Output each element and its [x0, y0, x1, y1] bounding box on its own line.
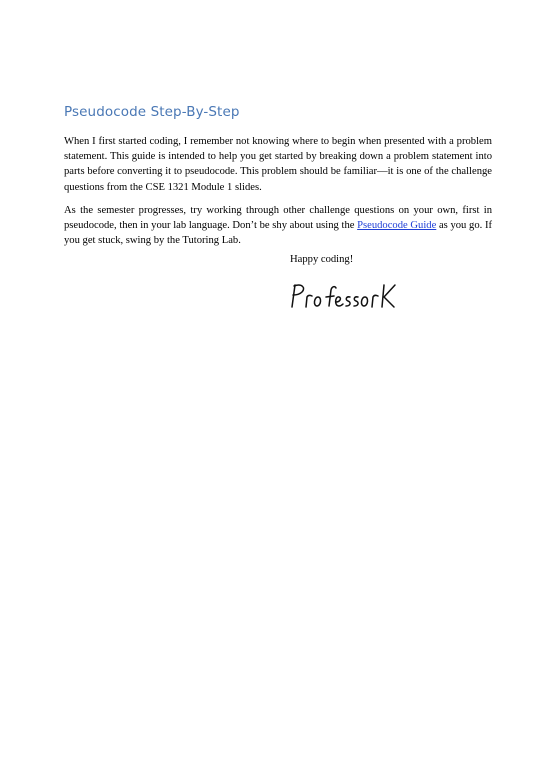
pseudocode-guide-link[interactable]: Pseudocode Guide [357, 220, 437, 232]
instructions-paragraph [64, 203, 492, 249]
instructions-text-before-link: As the semester progresses, try working through other challenge questions on your own, first in pseudocode, then in your lab language. Don’t be shy about using the [64, 205, 492, 232]
signature-professor-k [288, 280, 398, 312]
document-title: Pseudocode Step-By-Step [64, 104, 240, 120]
intro-paragraph: When I first started coding, I remember not knowing where to begin when presented with a problem statement. This guide is intended to help you get started by breaking down a problem statement into parts before converting it to pseudocode. This problem should be familiar—it is one of the challenge questions from the CSE 1321 Module 1 slides. [64, 136, 492, 193]
closing-line: Happy coding! [290, 254, 354, 265]
instructions-text-after-link: as you go. If you get stuck, swing by the Tutoring Lab. [64, 220, 492, 247]
